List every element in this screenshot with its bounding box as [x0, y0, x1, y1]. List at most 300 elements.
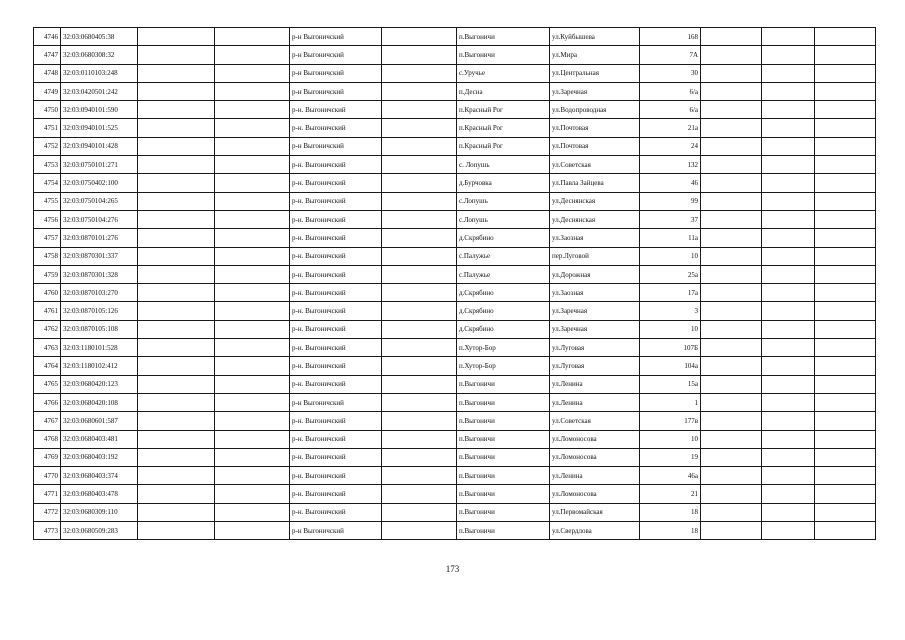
- empty-cell: [701, 339, 762, 357]
- house-number-cell: 1: [640, 393, 701, 411]
- empty-cell: [815, 393, 876, 411]
- table-row: [34, 101, 876, 119]
- district-cell: р-н. Выгоничский: [290, 485, 382, 503]
- table-row: [34, 393, 876, 411]
- empty-cell: [701, 375, 762, 393]
- cadastral-number-cell: 32:03:0940101:525: [61, 119, 138, 137]
- settlement-cell: д.Скрябино: [457, 284, 550, 302]
- empty-cell: [701, 320, 762, 338]
- settlement-cell: д.Скрябино: [457, 302, 550, 320]
- district-cell: р-н. Выгоничский: [290, 375, 382, 393]
- empty-cell: [215, 265, 290, 283]
- record-number-cell: 4768: [34, 430, 61, 448]
- empty-cell: [701, 467, 762, 485]
- house-number-cell: 25а: [640, 265, 701, 283]
- empty-cell: [138, 357, 215, 375]
- cadastral-number-cell: 32:03:0870105:126: [61, 302, 138, 320]
- empty-cell: [701, 156, 762, 174]
- empty-cell: [138, 339, 215, 357]
- table-row: [34, 265, 876, 283]
- empty-cell: [815, 320, 876, 338]
- empty-cell: [138, 375, 215, 393]
- empty-cell: [138, 412, 215, 430]
- house-number-cell: 17а: [640, 284, 701, 302]
- empty-cell: [215, 320, 290, 338]
- settlement-cell: п.Красный Рог: [457, 119, 550, 137]
- empty-cell: [215, 101, 290, 119]
- settlement-cell: п.Красный Рог: [457, 101, 550, 119]
- settlement-cell: с.Лопушь: [457, 192, 550, 210]
- empty-cell: [701, 192, 762, 210]
- empty-cell: [138, 522, 215, 540]
- street-cell: ул.Ленина: [550, 393, 640, 411]
- empty-cell: [762, 503, 815, 521]
- cadastral-number-cell: 32:03:0680403:478: [61, 485, 138, 503]
- empty-cell: [382, 393, 457, 411]
- record-number-cell: 4757: [34, 229, 61, 247]
- empty-cell: [762, 156, 815, 174]
- empty-cell: [215, 28, 290, 46]
- record-number-cell: 4756: [34, 210, 61, 228]
- empty-cell: [815, 503, 876, 521]
- empty-cell: [701, 265, 762, 283]
- street-cell: ул.Заречная: [550, 82, 640, 100]
- street-cell: ул.Ломоносова: [550, 485, 640, 503]
- district-cell: р-н. Выгоничский: [290, 430, 382, 448]
- empty-cell: [382, 412, 457, 430]
- empty-cell: [701, 412, 762, 430]
- table-row: [34, 320, 876, 338]
- empty-cell: [701, 430, 762, 448]
- empty-cell: [762, 119, 815, 137]
- empty-cell: [762, 265, 815, 283]
- table-row: [34, 357, 876, 375]
- empty-cell: [701, 46, 762, 64]
- settlement-cell: п.Выгоничи: [457, 412, 550, 430]
- settlement-cell: п.Выгоничи: [457, 503, 550, 521]
- empty-cell: [815, 46, 876, 64]
- empty-cell: [382, 247, 457, 265]
- empty-cell: [815, 28, 876, 46]
- settlement-cell: п.Выгоничи: [457, 448, 550, 466]
- record-number-cell: 4747: [34, 46, 61, 64]
- record-number-cell: 4751: [34, 119, 61, 137]
- empty-cell: [701, 503, 762, 521]
- empty-cell: [762, 412, 815, 430]
- table-row: [34, 229, 876, 247]
- settlement-cell: с.Лопушь: [457, 210, 550, 228]
- settlement-cell: п.Выгоничи: [457, 522, 550, 540]
- empty-cell: [138, 503, 215, 521]
- empty-cell: [701, 64, 762, 82]
- street-cell: ул.Луговая: [550, 339, 640, 357]
- empty-cell: [701, 28, 762, 46]
- house-number-cell: 46: [640, 174, 701, 192]
- settlement-cell: д.Скрябино: [457, 229, 550, 247]
- empty-cell: [138, 192, 215, 210]
- empty-cell: [215, 229, 290, 247]
- street-cell: ул.Свердлова: [550, 522, 640, 540]
- table-row: [34, 503, 876, 521]
- empty-cell: [815, 302, 876, 320]
- empty-cell: [382, 320, 457, 338]
- empty-cell: [138, 265, 215, 283]
- house-number-cell: 46а: [640, 467, 701, 485]
- empty-cell: [382, 137, 457, 155]
- settlement-cell: п.Выгоничи: [457, 46, 550, 64]
- empty-cell: [215, 284, 290, 302]
- empty-cell: [138, 64, 215, 82]
- empty-cell: [762, 192, 815, 210]
- empty-cell: [762, 284, 815, 302]
- empty-cell: [215, 64, 290, 82]
- district-cell: р-н Выгоничский: [290, 46, 382, 64]
- settlement-cell: с.Палужье: [457, 247, 550, 265]
- record-number-cell: 4766: [34, 393, 61, 411]
- street-cell: ул.Ломоносова: [550, 448, 640, 466]
- empty-cell: [382, 28, 457, 46]
- cadastral-number-cell: 32:03:0940101:428: [61, 137, 138, 155]
- house-number-cell: 107Б: [640, 339, 701, 357]
- table-row: [34, 522, 876, 540]
- empty-cell: [215, 393, 290, 411]
- empty-cell: [701, 101, 762, 119]
- empty-cell: [215, 119, 290, 137]
- empty-cell: [382, 448, 457, 466]
- district-cell: р-н. Выгоничский: [290, 357, 382, 375]
- record-number-cell: 4773: [34, 522, 61, 540]
- table-row: [34, 247, 876, 265]
- empty-cell: [701, 82, 762, 100]
- empty-cell: [138, 229, 215, 247]
- record-number-cell: 4760: [34, 284, 61, 302]
- empty-cell: [701, 119, 762, 137]
- empty-cell: [762, 174, 815, 192]
- district-cell: р-н. Выгоничский: [290, 320, 382, 338]
- empty-cell: [701, 247, 762, 265]
- house-number-cell: 10: [640, 320, 701, 338]
- empty-cell: [215, 82, 290, 100]
- empty-cell: [215, 192, 290, 210]
- empty-cell: [382, 302, 457, 320]
- empty-cell: [762, 302, 815, 320]
- empty-cell: [215, 485, 290, 503]
- table-row: [34, 375, 876, 393]
- district-cell: р-н. Выгоничский: [290, 339, 382, 357]
- empty-cell: [382, 46, 457, 64]
- empty-cell: [138, 28, 215, 46]
- empty-cell: [382, 64, 457, 82]
- street-cell: ул.Почтовая: [550, 119, 640, 137]
- empty-cell: [762, 320, 815, 338]
- empty-cell: [382, 229, 457, 247]
- settlement-cell: п.Выгоничи: [457, 485, 550, 503]
- empty-cell: [762, 393, 815, 411]
- record-number-cell: 4763: [34, 339, 61, 357]
- table-row: [34, 192, 876, 210]
- empty-cell: [215, 375, 290, 393]
- house-number-cell: 15а: [640, 375, 701, 393]
- empty-cell: [215, 357, 290, 375]
- street-cell: ул.Павла Зайцева: [550, 174, 640, 192]
- record-number-cell: 4770: [34, 467, 61, 485]
- empty-cell: [701, 357, 762, 375]
- empty-cell: [215, 339, 290, 357]
- street-cell: ул.Почтовая: [550, 137, 640, 155]
- house-number-cell: 3: [640, 302, 701, 320]
- empty-cell: [815, 210, 876, 228]
- record-number-cell: 4772: [34, 503, 61, 521]
- empty-cell: [762, 357, 815, 375]
- empty-cell: [762, 339, 815, 357]
- empty-cell: [382, 375, 457, 393]
- empty-cell: [701, 485, 762, 503]
- empty-cell: [762, 64, 815, 82]
- house-number-cell: 10: [640, 247, 701, 265]
- table-row: [34, 302, 876, 320]
- empty-cell: [815, 82, 876, 100]
- settlement-cell: с.Палужье: [457, 265, 550, 283]
- empty-cell: [382, 210, 457, 228]
- street-cell: ул.Куйбышева: [550, 28, 640, 46]
- empty-cell: [138, 137, 215, 155]
- empty-cell: [701, 174, 762, 192]
- empty-cell: [382, 174, 457, 192]
- empty-cell: [215, 156, 290, 174]
- empty-cell: [815, 284, 876, 302]
- record-number-cell: 4758: [34, 247, 61, 265]
- cadastral-number-cell: 32:03:0680403:374: [61, 467, 138, 485]
- record-number-cell: 4755: [34, 192, 61, 210]
- empty-cell: [138, 430, 215, 448]
- empty-cell: [138, 448, 215, 466]
- empty-cell: [762, 467, 815, 485]
- table-row: [34, 119, 876, 137]
- empty-cell: [815, 229, 876, 247]
- empty-cell: [815, 412, 876, 430]
- cadastral-number-cell: 32:03:0870105:108: [61, 320, 138, 338]
- cadastral-number-cell: 32:03:0750104:276: [61, 210, 138, 228]
- district-cell: р-н. Выгоничский: [290, 302, 382, 320]
- empty-cell: [815, 119, 876, 137]
- empty-cell: [382, 156, 457, 174]
- district-cell: р-н. Выгоничский: [290, 467, 382, 485]
- district-cell: р-н Выгоничский: [290, 82, 382, 100]
- table-body: [34, 28, 876, 540]
- empty-cell: [762, 28, 815, 46]
- street-cell: ул.Дорожная: [550, 265, 640, 283]
- cadastral-number-cell: 32:03:0680509:283: [61, 522, 138, 540]
- district-cell: р-н Выгоничский: [290, 64, 382, 82]
- empty-cell: [215, 503, 290, 521]
- district-cell: р-н. Выгоничский: [290, 156, 382, 174]
- empty-cell: [762, 229, 815, 247]
- record-number-cell: 4759: [34, 265, 61, 283]
- empty-cell: [701, 229, 762, 247]
- empty-cell: [215, 430, 290, 448]
- table-row: [34, 467, 876, 485]
- table-row: [34, 137, 876, 155]
- empty-cell: [215, 46, 290, 64]
- empty-cell: [215, 137, 290, 155]
- settlement-cell: п.Выгоничи: [457, 375, 550, 393]
- house-number-cell: 132: [640, 156, 701, 174]
- empty-cell: [138, 284, 215, 302]
- empty-cell: [215, 210, 290, 228]
- house-number-cell: 11а: [640, 229, 701, 247]
- empty-cell: [815, 156, 876, 174]
- empty-cell: [382, 192, 457, 210]
- record-number-cell: 4752: [34, 137, 61, 155]
- empty-cell: [382, 430, 457, 448]
- table-row: [34, 156, 876, 174]
- empty-cell: [815, 101, 876, 119]
- district-cell: р-н. Выгоничский: [290, 101, 382, 119]
- district-cell: р-н. Выгоничский: [290, 247, 382, 265]
- empty-cell: [762, 247, 815, 265]
- empty-cell: [138, 174, 215, 192]
- cadastral-number-cell: 32:03:0680420:108: [61, 393, 138, 411]
- table-row: [34, 28, 876, 46]
- record-number-cell: 4753: [34, 156, 61, 174]
- empty-cell: [215, 522, 290, 540]
- empty-cell: [138, 46, 215, 64]
- cadastral-number-cell: 32:03:0750402:100: [61, 174, 138, 192]
- table-row: [34, 485, 876, 503]
- empty-cell: [382, 265, 457, 283]
- settlement-cell: д.Бурчовка: [457, 174, 550, 192]
- empty-cell: [382, 357, 457, 375]
- empty-cell: [382, 467, 457, 485]
- street-cell: ул.Советская: [550, 412, 640, 430]
- district-cell: р-н. Выгоничский: [290, 503, 382, 521]
- house-number-cell: 18: [640, 503, 701, 521]
- street-cell: ул.Центральная: [550, 64, 640, 82]
- record-number-cell: 4767: [34, 412, 61, 430]
- house-number-cell: 10: [640, 430, 701, 448]
- street-cell: пер.Луговой: [550, 247, 640, 265]
- cadastral-number-cell: 32:03:0870103:270: [61, 284, 138, 302]
- street-cell: ул.Заречная: [550, 302, 640, 320]
- district-cell: р-н. Выгоничский: [290, 174, 382, 192]
- district-cell: р-н Выгоничский: [290, 393, 382, 411]
- cadastral-number-cell: 32:03:0110103:248: [61, 64, 138, 82]
- settlement-cell: с.Уручье: [457, 64, 550, 82]
- empty-cell: [215, 247, 290, 265]
- street-cell: ул.Водопроводная: [550, 101, 640, 119]
- empty-cell: [138, 393, 215, 411]
- house-number-cell: 6/а: [640, 82, 701, 100]
- empty-cell: [815, 485, 876, 503]
- street-cell: ул.Советская: [550, 156, 640, 174]
- settlement-cell: п.Выгоничи: [457, 430, 550, 448]
- table-row: [34, 82, 876, 100]
- cadastral-number-cell: 32:03:0680420:123: [61, 375, 138, 393]
- cadastral-number-cell: 32:03:0870301:328: [61, 265, 138, 283]
- record-number-cell: 4764: [34, 357, 61, 375]
- empty-cell: [762, 522, 815, 540]
- record-number-cell: 4748: [34, 64, 61, 82]
- empty-cell: [762, 82, 815, 100]
- table-row: [34, 339, 876, 357]
- street-cell: ул.Ломоносова: [550, 430, 640, 448]
- street-cell: ул.Деснянская: [550, 192, 640, 210]
- settlement-cell: п.Красный Рог: [457, 137, 550, 155]
- settlement-cell: п.Выгоничи: [457, 28, 550, 46]
- empty-cell: [138, 320, 215, 338]
- house-number-cell: 7А: [640, 46, 701, 64]
- empty-cell: [382, 503, 457, 521]
- empty-cell: [382, 119, 457, 137]
- district-cell: р-н. Выгоничский: [290, 210, 382, 228]
- empty-cell: [701, 393, 762, 411]
- table-row: [34, 210, 876, 228]
- empty-cell: [815, 339, 876, 357]
- empty-cell: [815, 265, 876, 283]
- empty-cell: [138, 156, 215, 174]
- cadastral-number-cell: 32:03:0940101:590: [61, 101, 138, 119]
- empty-cell: [382, 339, 457, 357]
- table-row: [34, 46, 876, 64]
- house-number-cell: 21: [640, 485, 701, 503]
- empty-cell: [762, 430, 815, 448]
- empty-cell: [382, 284, 457, 302]
- empty-cell: [815, 137, 876, 155]
- cadastral-number-cell: 32:03:1180101:528: [61, 339, 138, 357]
- empty-cell: [382, 485, 457, 503]
- settlement-cell: п.Хутор-Бор: [457, 357, 550, 375]
- empty-cell: [762, 448, 815, 466]
- street-cell: ул.Луговая: [550, 357, 640, 375]
- cadastral-number-cell: 32:03:0680308:32: [61, 46, 138, 64]
- street-cell: ул.Заозная: [550, 284, 640, 302]
- street-cell: ул.Заозная: [550, 229, 640, 247]
- empty-cell: [138, 119, 215, 137]
- district-cell: р-н. Выгоничский: [290, 119, 382, 137]
- empty-cell: [762, 210, 815, 228]
- empty-cell: [815, 467, 876, 485]
- cadastral-number-cell: 32:03:0420501:242: [61, 82, 138, 100]
- empty-cell: [701, 210, 762, 228]
- empty-cell: [382, 101, 457, 119]
- district-cell: р-н. Выгоничский: [290, 192, 382, 210]
- empty-cell: [701, 448, 762, 466]
- empty-cell: [382, 82, 457, 100]
- empty-cell: [215, 174, 290, 192]
- house-number-cell: 177в: [640, 412, 701, 430]
- empty-cell: [815, 64, 876, 82]
- settlement-cell: п.Десна: [457, 82, 550, 100]
- house-number-cell: 19: [640, 448, 701, 466]
- house-number-cell: 18: [640, 522, 701, 540]
- record-number-cell: 4769: [34, 448, 61, 466]
- district-cell: р-н Выгоничский: [290, 522, 382, 540]
- record-number-cell: 4762: [34, 320, 61, 338]
- empty-cell: [815, 430, 876, 448]
- record-number-cell: 4754: [34, 174, 61, 192]
- street-cell: ул.Ленина: [550, 467, 640, 485]
- record-number-cell: 4765: [34, 375, 61, 393]
- empty-cell: [138, 302, 215, 320]
- district-cell: р-н. Выгоничский: [290, 448, 382, 466]
- table-row: [34, 174, 876, 192]
- empty-cell: [762, 101, 815, 119]
- settlement-cell: д.Скрябино: [457, 320, 550, 338]
- table-row: [34, 64, 876, 82]
- empty-cell: [815, 448, 876, 466]
- empty-cell: [701, 137, 762, 155]
- street-cell: ул.Заречная: [550, 320, 640, 338]
